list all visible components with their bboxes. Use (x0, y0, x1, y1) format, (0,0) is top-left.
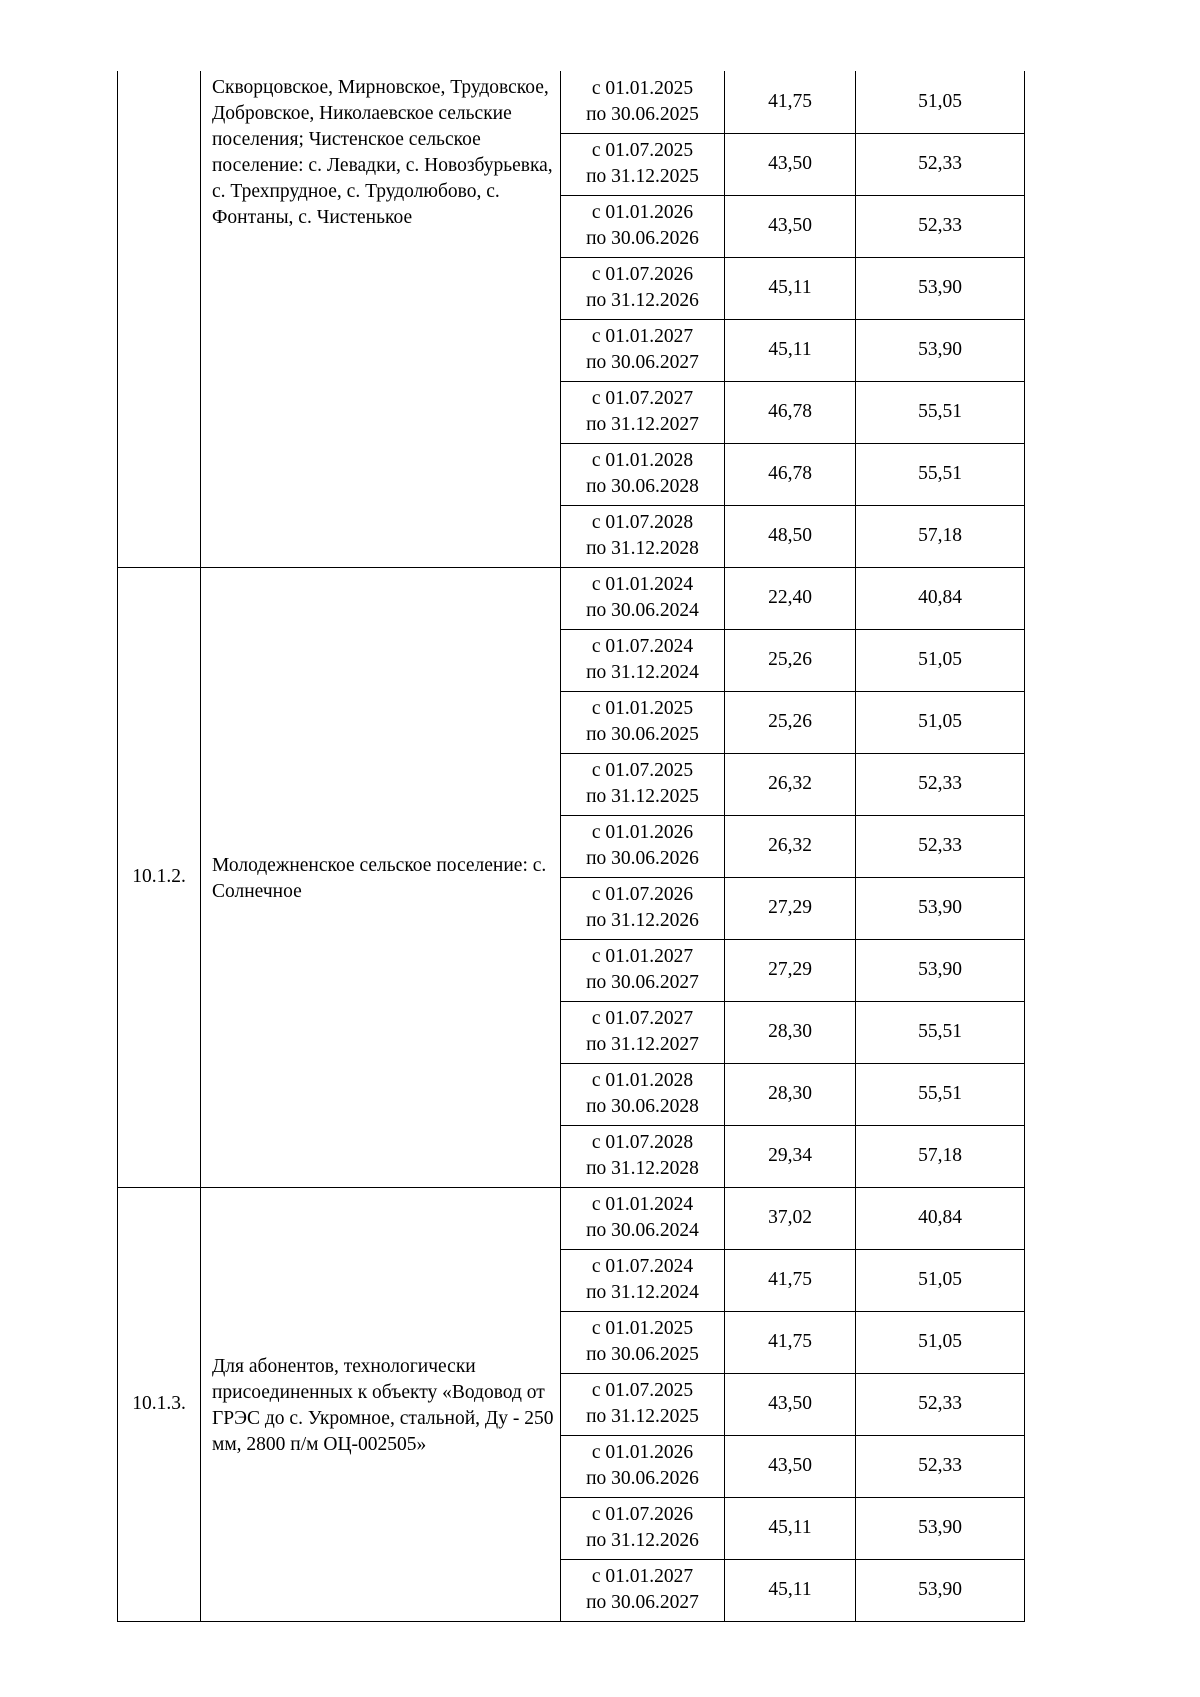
tariff-value-2: 55,51 (856, 1063, 1025, 1125)
tariff-value-1: 28,30 (725, 1001, 856, 1063)
tariff-value-1: 48,50 (725, 505, 856, 567)
period-from: с 01.07.2025 (591, 140, 694, 161)
period-to: по 30.06.2025 (586, 1344, 699, 1365)
settlement-name: Скворцовское, Мирновское, Трудовское, Добровское, Николаевское сельские поселения; Чистенское сельское поселение: с. Левадки, с. Новозбурьевка, с. Трехпрудное, с. Трудолюбово, с. Фонтаны, с. Чистенькое (201, 71, 561, 567)
period-cell (561, 319, 725, 381)
period-from: с 01.01.2026 (591, 822, 694, 843)
period-cell (561, 691, 725, 753)
period-cell (561, 1187, 725, 1249)
table-row (118, 71, 1025, 133)
tariff-value-1: 45,11 (725, 319, 856, 381)
period-to: по 31.12.2025 (586, 1406, 699, 1427)
period-to: по 30.06.2025 (586, 103, 699, 125)
period-to: по 30.06.2026 (586, 848, 699, 869)
tariff-value-2: 52,33 (856, 133, 1025, 195)
period-cell (561, 443, 725, 505)
period-to: по 31.12.2026 (586, 910, 699, 931)
tariff-value-2: 52,33 (856, 1435, 1025, 1497)
period-cell (561, 877, 725, 939)
tariff-value-1: 45,11 (725, 1559, 856, 1621)
period-from: с 01.01.2027 (591, 326, 694, 347)
period-from: с 01.01.2024 (591, 1194, 694, 1215)
period-cell (561, 629, 725, 691)
period-cell (561, 257, 725, 319)
tariff-table (117, 71, 1025, 1622)
tariff-value-2: 52,33 (856, 1373, 1025, 1435)
period-to: по 31.12.2027 (586, 414, 699, 435)
tariff-value-2: 53,90 (856, 257, 1025, 319)
period-cell (561, 815, 725, 877)
tariff-value-1: 43,50 (725, 1373, 856, 1435)
period-to: по 31.12.2024 (586, 1282, 699, 1303)
period-to: по 30.06.2028 (586, 476, 699, 497)
period-from: с 01.01.2025 (591, 1318, 694, 1339)
tariff-value-1: 46,78 (725, 443, 856, 505)
period-from: с 01.07.2025 (591, 1380, 694, 1401)
period-from: с 01.07.2028 (591, 512, 694, 533)
period-to: по 31.12.2024 (586, 662, 699, 683)
period-to: по 30.06.2024 (586, 1220, 699, 1241)
table-row (118, 1187, 1025, 1249)
period-cell (561, 939, 725, 1001)
settlement-name: Для абонентов, технологически присоединенных к объекту «Водовод от ГРЭС до с. Укромное, стальной, Ду - 250 мм, 2800 п/м ОЦ-002505» (201, 1187, 561, 1621)
period-cell (561, 567, 725, 629)
period-cell (561, 1373, 725, 1435)
period-from: с 01.01.2026 (591, 1442, 694, 1463)
period-to: по 30.06.2026 (586, 1468, 699, 1489)
period-cell (561, 1249, 725, 1311)
period-cell (561, 1063, 725, 1125)
period-from: с 01.01.2026 (591, 202, 694, 223)
tariff-value-2: 51,05 (856, 1249, 1025, 1311)
tariff-value-1: 45,11 (725, 257, 856, 319)
period-to: по 30.06.2025 (586, 724, 699, 745)
tariff-table-body (118, 71, 1025, 1621)
section-number: 10.1.2. (118, 567, 201, 1187)
period-to: по 31.12.2025 (586, 166, 699, 187)
tariff-value-1: 45,11 (725, 1497, 856, 1559)
tariff-value-1: 41,75 (725, 71, 856, 133)
period-cell (561, 1001, 725, 1063)
period-from: с 01.07.2026 (591, 264, 694, 285)
tariff-value-2: 51,05 (856, 71, 1025, 133)
period-cell (561, 133, 725, 195)
tariff-value-1: 43,50 (725, 195, 856, 257)
period-to: по 30.06.2027 (586, 352, 699, 373)
period-cell (561, 1311, 725, 1373)
period-from: с 01.01.2027 (591, 1566, 694, 1587)
period-to: по 31.12.2026 (586, 1530, 699, 1551)
tariff-value-1: 22,40 (725, 567, 856, 629)
period-from: с 01.07.2024 (591, 1256, 694, 1277)
period-to: по 30.06.2028 (586, 1096, 699, 1117)
tariff-value-2: 53,90 (856, 319, 1025, 381)
period-from: с 01.01.2028 (591, 1070, 694, 1091)
tariff-value-2: 53,90 (856, 1559, 1025, 1621)
tariff-value-2: 53,90 (856, 939, 1025, 1001)
tariff-value-2: 57,18 (856, 1125, 1025, 1187)
tariff-value-2: 52,33 (856, 815, 1025, 877)
tariff-value-1: 27,29 (725, 877, 856, 939)
period-from: с 01.01.2028 (591, 450, 694, 471)
tariff-value-1: 28,30 (725, 1063, 856, 1125)
period-cell (561, 505, 725, 567)
tariff-value-2: 51,05 (856, 1311, 1025, 1373)
period-cell (561, 195, 725, 257)
tariff-value-2: 55,51 (856, 381, 1025, 443)
section-number: 10.1.3. (118, 1187, 201, 1621)
tariff-value-1: 26,32 (725, 815, 856, 877)
period-to: по 31.12.2028 (586, 538, 699, 559)
period-to: по 30.06.2026 (586, 228, 699, 249)
tariff-value-1: 26,32 (725, 753, 856, 815)
period-cell (561, 1559, 725, 1621)
tariff-value-2: 53,90 (856, 877, 1025, 939)
period-cell (561, 753, 725, 815)
section-number (118, 71, 201, 567)
tariff-value-1: 43,50 (725, 1435, 856, 1497)
period-to: по 31.12.2028 (586, 1158, 699, 1179)
period-to: по 30.06.2027 (586, 972, 699, 993)
period-cell (561, 1435, 725, 1497)
period-cell (561, 381, 725, 443)
table-row (118, 567, 1025, 629)
tariff-value-2: 40,84 (856, 567, 1025, 629)
period-from: с 01.07.2027 (591, 388, 694, 409)
tariff-value-2: 55,51 (856, 443, 1025, 505)
period-from: с 01.01.2027 (591, 946, 694, 967)
tariff-value-1: 41,75 (725, 1311, 856, 1373)
period-from: с 01.07.2026 (591, 1504, 694, 1525)
tariff-value-1: 25,26 (725, 691, 856, 753)
tariff-value-2: 51,05 (856, 629, 1025, 691)
period-from: с 01.07.2026 (591, 884, 694, 905)
period-from: с 01.01.2025 (591, 698, 694, 719)
period-cell (561, 71, 725, 133)
period-to: по 31.12.2025 (586, 786, 699, 807)
period-from: с 01.07.2027 (591, 1008, 694, 1029)
tariff-value-2: 52,33 (856, 753, 1025, 815)
tariff-value-2: 51,05 (856, 691, 1025, 753)
settlement-name: Молодежненское сельское поселение: с. Солнечное (201, 567, 561, 1187)
period-from: с 01.01.2025 (591, 77, 694, 99)
period-from: с 01.07.2028 (591, 1132, 694, 1153)
tariff-value-2: 53,90 (856, 1497, 1025, 1559)
period-from: с 01.07.2025 (591, 760, 694, 781)
tariff-value-2: 57,18 (856, 505, 1025, 567)
tariff-value-1: 25,26 (725, 629, 856, 691)
tariff-value-2: 40,84 (856, 1187, 1025, 1249)
period-to: по 31.12.2027 (586, 1034, 699, 1055)
period-from: с 01.07.2024 (591, 636, 694, 657)
period-cell (561, 1125, 725, 1187)
tariff-value-2: 55,51 (856, 1001, 1025, 1063)
tariff-value-1: 27,29 (725, 939, 856, 1001)
period-cell (561, 1497, 725, 1559)
period-from: с 01.01.2024 (591, 574, 694, 595)
tariff-value-2: 52,33 (856, 195, 1025, 257)
period-to: по 30.06.2027 (586, 1592, 699, 1613)
tariff-value-1: 43,50 (725, 133, 856, 195)
tariff-value-1: 37,02 (725, 1187, 856, 1249)
tariff-value-1: 41,75 (725, 1249, 856, 1311)
period-to: по 31.12.2026 (586, 290, 699, 311)
tariff-value-1: 46,78 (725, 381, 856, 443)
period-to: по 30.06.2024 (586, 600, 699, 621)
tariff-value-1: 29,34 (725, 1125, 856, 1187)
